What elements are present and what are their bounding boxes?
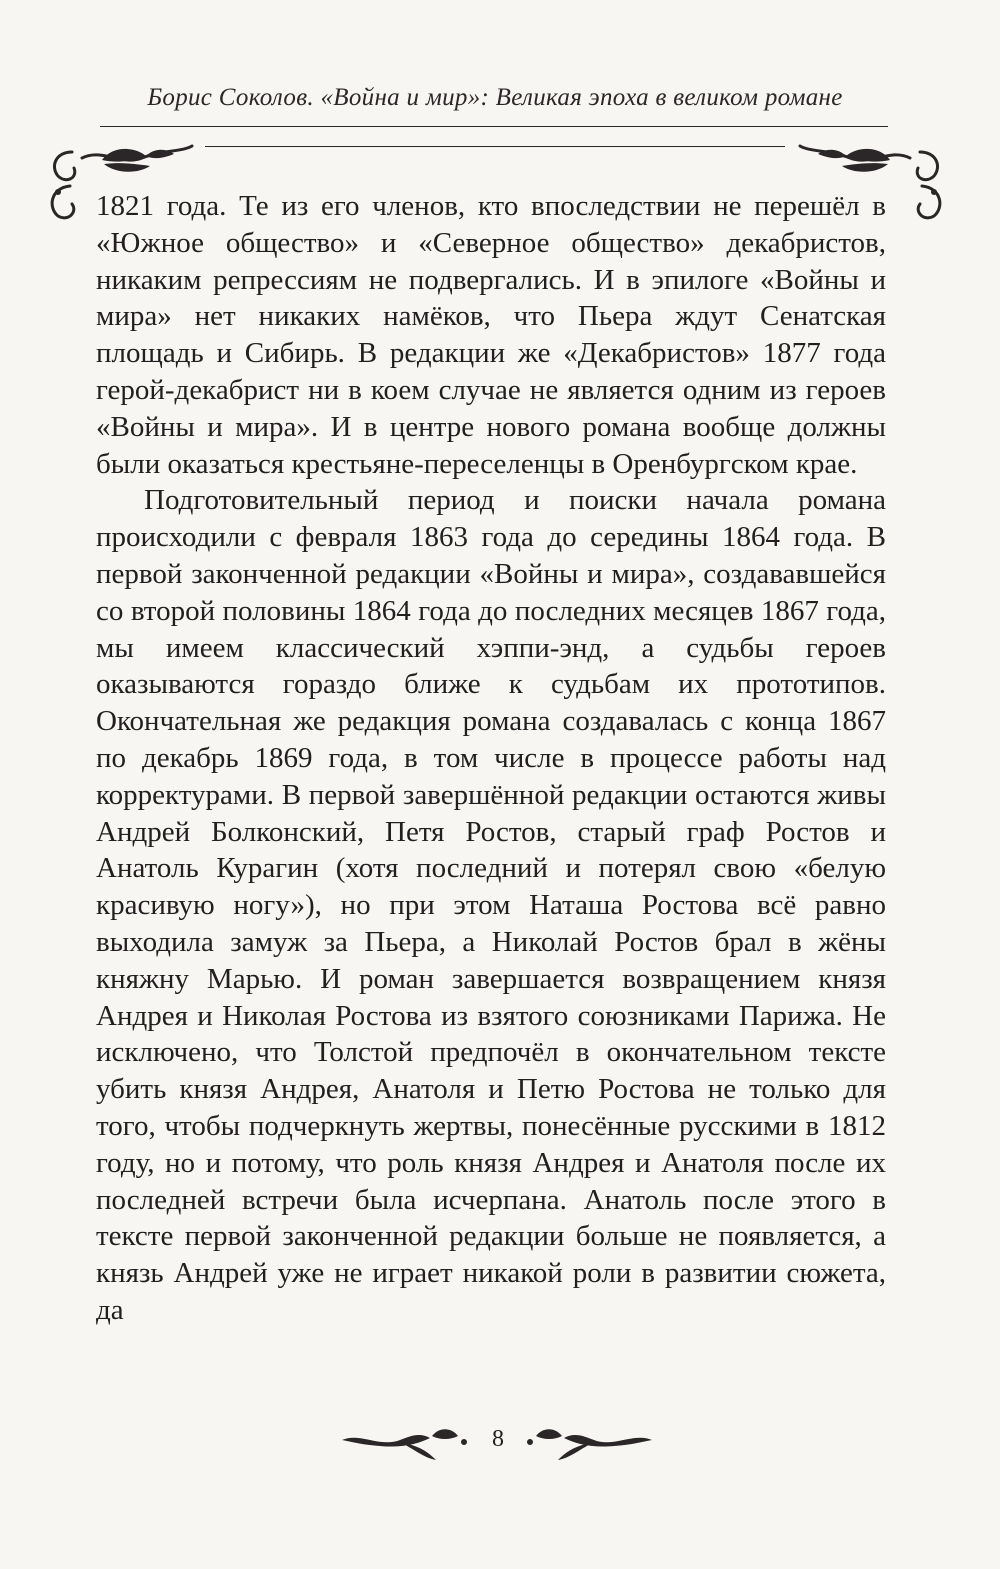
paragraph: Подготовительный период и поиски начала романа происходили с февраля 1863 года до середины 1864 года. В первой законченной редакции «Войны и мира», создававшейся со второй половины 1864 года до последних месяцев 1867 года, мы имеем классический хэппи-энд, а судьбы героев оказываются гораздо ближе к судьбам их прототипов. Окончательная же редакция романа создавалась с конца 1867 по декабрь 1869 года, в том числе в процессе работы над корректурами. В первой завершённой редакции остаются живы Андрей Болконский, Петя Ростов, старый граф Ростов и Анатоль Курагин (хотя последний и потерял свою «белую красивую ногу»), но при этом Наташа Ростова всё равно выходила замуж за Пьера, а Николай Ростов брал в жёны княжну Марью. И роман завершается возвращением князя Андрея и Николая Ростова из взятого союзниками Парижа. Не исключено, что Толстой предпочёл в окончательном тексте убить князя Андрея, Анатоля и Петю Ростова не только для того, чтобы подчеркнуть жертвы, понесённые русскими в 1812 году, но и потому, что роль князя Андрея и Анатоля после их последней встречи была исчерпана. Анатоль после этого в тексте первой законченной редакции больше не появляется, а князь Андрей уже не играет никакой роли в развитии сюжета, да [96, 484, 886, 1326]
body-text [96, 188, 886, 1329]
paragraph-continued: 1821 года. Те из его членов, кто впоследствии не перешёл в «Южное общество» и «Северное общество» декабристов, никаким репрессиям не подвергались. И в эпилоге «Войны и мира» нет никаких намёков, что Пьера ждут Сенатская площадь и Сибирь. В редакции же «Декабристов» 1877 года герой-декабрист ни в коем случае не является одним из героев «Войны и мира». И в центре нового романа вообще должны были оказаться крестьяне-переселенцы в Оренбургском крае. [96, 190, 886, 480]
running-title: Борис Соколов. «Война и мир»: Великая эпоха в великом романе [147, 84, 843, 111]
footer-ornament-left-icon [340, 1418, 470, 1468]
page-number: 8 [492, 1426, 504, 1452]
footer-ornament-right-icon [524, 1418, 654, 1468]
header-rule [100, 126, 888, 127]
header-rule-short [205, 146, 785, 147]
